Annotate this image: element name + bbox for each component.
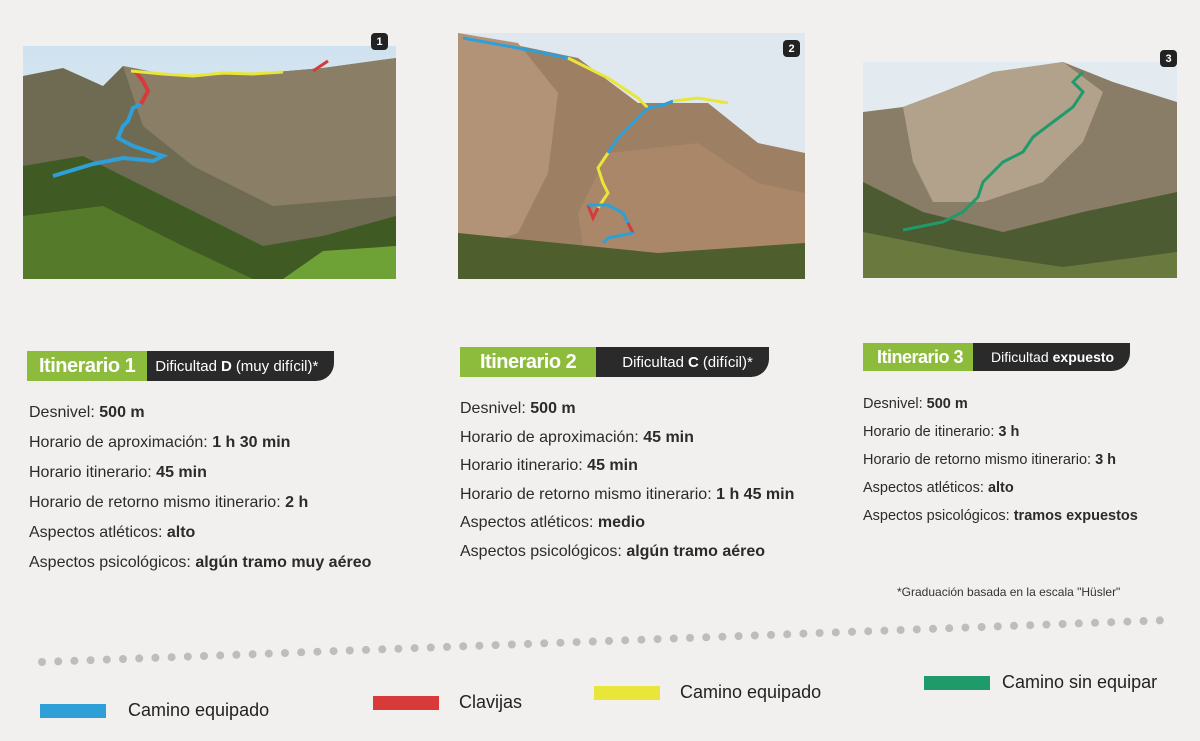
divider-dot [1140,617,1148,625]
divider-dot [1042,621,1050,629]
divider-dot [897,626,905,634]
divider-dot [394,645,402,653]
detail-row: Aspectos atléticos: alto [863,480,1014,496]
divider-dot [686,634,694,642]
divider-dot [1026,621,1034,629]
divider-dot [702,633,710,641]
detail-row: Aspectos psicológicos: tramos expuestos [863,508,1138,524]
detail-row: Desnivel: 500 m [460,400,576,417]
detail-row: Horario itinerario: 45 min [29,464,207,481]
divider-dot [929,625,937,633]
detail-row: Desnivel: 500 m [863,396,968,412]
divider-dot [135,654,143,662]
detail-row: Aspectos atléticos: medio [460,514,645,531]
divider-dot [313,648,321,656]
difficulty-label: Dificultad C (difícil)* [596,347,769,377]
divider-dot [346,647,354,655]
legend-item-yellow [594,682,821,703]
grading-footnote: *Graduación basada en la escala "Hüsler" [897,585,1121,599]
divider-dot [119,655,127,663]
divider-dot [978,623,986,631]
divider-dot [994,622,1002,630]
itinerary-title: Itinerario 3 [863,343,973,371]
detail-row: Desnivel: 500 m [29,404,145,421]
difficulty-label: Dificultad expuesto [973,343,1130,371]
divider-dot [654,635,662,643]
divider-dot [816,629,824,637]
divider-dot [945,624,953,632]
legend-swatch [594,686,660,700]
divider-dot [637,636,645,644]
legend-swatch [373,696,439,710]
divider-dot [1123,618,1131,626]
divider-dot [330,647,338,655]
divider-dot [1075,619,1083,627]
divider-dot [411,644,419,652]
divider-dot [1156,616,1164,624]
divider-dot [1010,622,1018,630]
divider-dot [913,625,921,633]
divider-dot [378,645,386,653]
divider-dot [799,630,807,638]
detail-row: Horario de itinerario: 3 h [863,424,1020,440]
divider-dot [265,650,273,658]
divider-dot [848,628,856,636]
divider-dot [718,633,726,641]
divider-dot [70,657,78,665]
divider-dot [216,651,224,659]
divider-dot [1107,618,1115,626]
divider-dot [961,624,969,632]
divider-dot [232,651,240,659]
divider-dot [103,656,111,664]
divider-dot [1059,620,1067,628]
difficulty-label: Dificultad D (muy difícil)* [147,351,334,381]
divider-dot [589,638,597,646]
divider-dot [459,642,467,650]
divider-dot [767,631,775,639]
detail-row: Horario itinerario: 45 min [460,457,638,474]
divider-dot [540,639,548,647]
divider-dot [427,644,435,652]
detail-row: Horario de aproximación: 1 h 30 min [29,434,291,451]
divider-dot [200,652,208,660]
detail-row: Aspectos psicológicos: algún tramo muy aéreo [29,554,372,571]
detail-row: Aspectos psicológicos: algún tramo aéreo [460,542,766,560]
legend-label: Camino equipado [680,682,822,702]
divider-dot [297,648,305,656]
divider-dot [783,630,791,638]
divider-dot [443,643,451,651]
divider-dot [864,627,872,635]
itinerary-title: Itinerario 1 [27,351,147,381]
divider-dot [735,632,743,640]
detail-row: Horario de aproximación: 45 min [460,428,694,446]
divider-dot [621,636,629,644]
divider-dot [492,641,500,649]
divider-dot [751,632,759,640]
detail-row: Horario de retorno mismo itinerario: 2 h [29,494,309,511]
divider-dot [573,638,581,646]
divider-dot [281,649,289,657]
photo-number-badge: 1 [371,33,388,50]
detail-row: Horario de retorno mismo itinerario: 1 h 45 min [460,485,795,503]
divider-dot [38,658,46,666]
divider-dot [832,628,840,636]
itinerary-title: Itinerario 2 [460,347,596,377]
photo-number-badge: 2 [783,40,800,57]
legend-item-blue [40,700,269,721]
divider-dot [184,653,192,661]
divider-dot [362,646,370,654]
legend-item-green [924,672,1157,693]
divider-dot [151,654,159,662]
divider-dot [605,637,613,645]
photo-number-badge: 3 [1160,50,1177,67]
legend-swatch [40,704,106,718]
divider-dot [1091,619,1099,627]
divider-dot [670,635,678,643]
divider-dot [524,640,532,648]
divider-dot [249,650,257,658]
detail-row: Horario de retorno mismo itinerario: 3 h [863,452,1117,468]
legend-swatch [924,676,990,690]
detail-row: Aspectos atléticos: alto [29,524,196,541]
divider-dot [475,642,483,650]
legend-label: Clavijas [459,692,523,712]
divider-dot [508,641,516,649]
divider-dot [880,627,888,635]
divider-dot [556,639,564,647]
legend-item-red [373,692,522,713]
legend-label: Camino equipado [128,700,270,720]
divider-dot [54,657,62,665]
divider-dot [87,656,95,664]
legend-label: Camino sin equipar [1002,672,1158,692]
divider-dot [168,653,176,661]
